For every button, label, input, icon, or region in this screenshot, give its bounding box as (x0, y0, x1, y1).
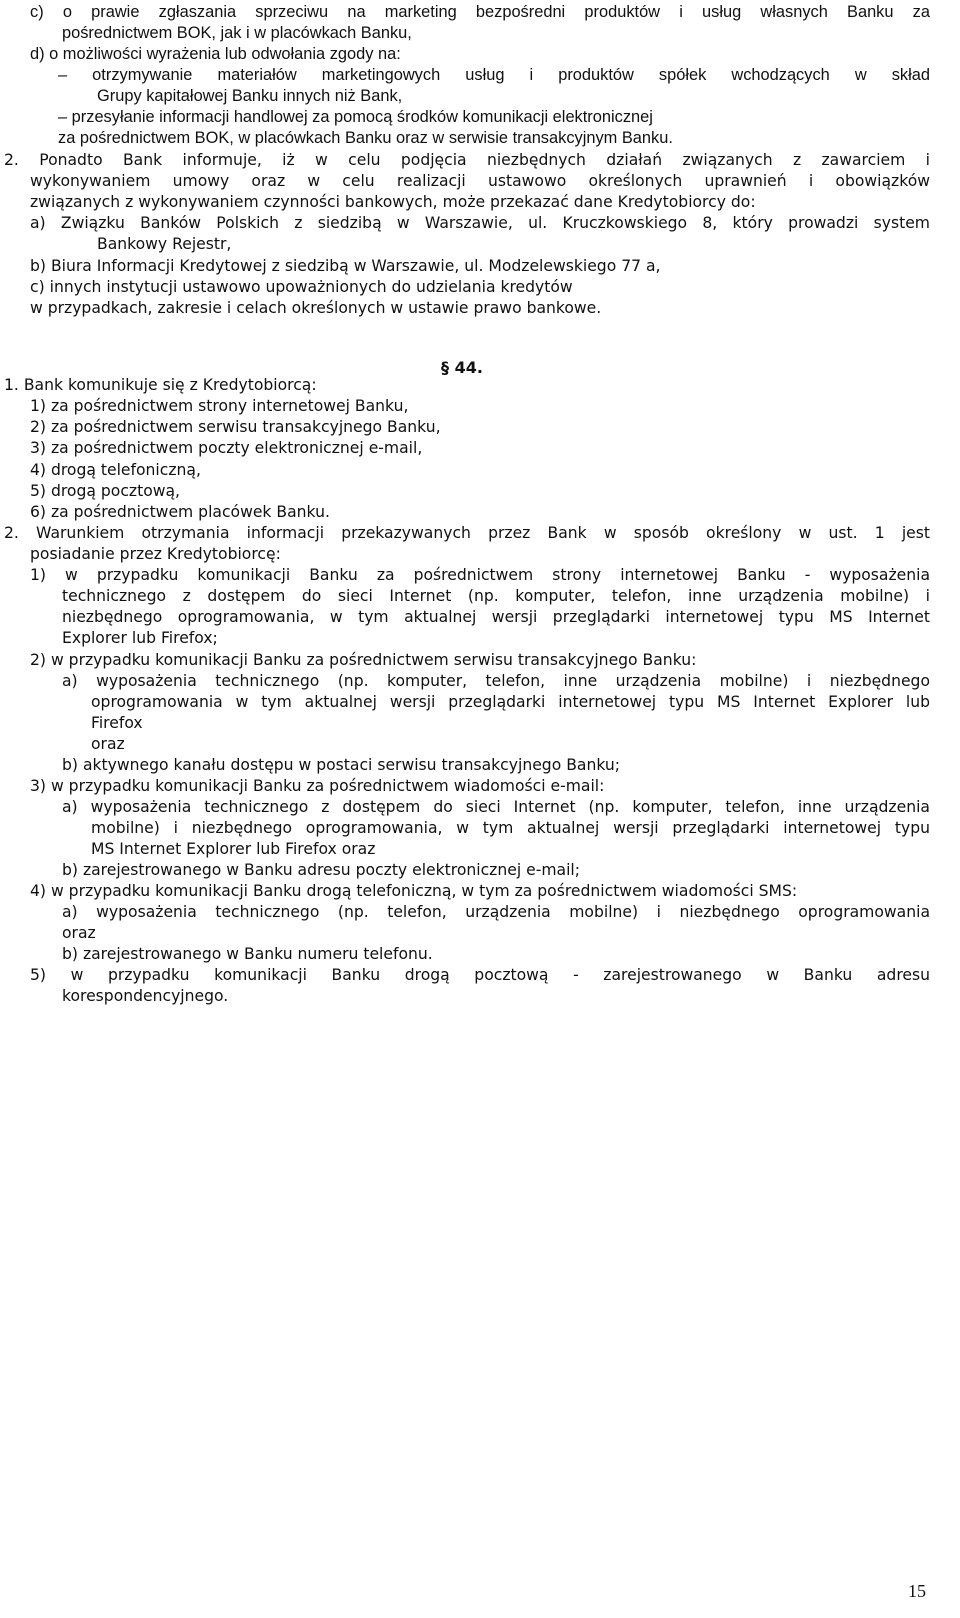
channel-3: 3) za pośrednictwem poczty elektronicznej e-mail, (30, 439, 423, 457)
channel-4: 4) drogą telefoniczną, (30, 461, 201, 479)
s44-point-2-line-1: 2. Warunkiem otrzymania informacji przekazywanych przez Bank w sposób określony w ust. 1 jest (4, 524, 930, 542)
section-heading: § 44. (441, 358, 483, 377)
recipient-b: b) Biura Informacji Kredytowej z siedzibą w Warszawie, ul. Modzelewskiego 77 a, (30, 257, 661, 275)
dash-item-1-line-2: Grupy kapitałowej Banku innych niż Bank, (97, 87, 403, 105)
point-2-line-3: związanych z wykonywaniem czynności bankowych, może przekazać dane Kredytobiorcy do: (30, 193, 756, 211)
req-2a-line-2: oprogramowania w tym aktualnej wersji przeglądarki internetowej typu MS Internet Explorer lub (91, 693, 930, 711)
clause-c-line-2: pośrednictwem BOK, jak i w placówkach Banku, (62, 24, 412, 42)
req-3a-line-3: MS Internet Explorer lub Firefox oraz (91, 840, 376, 858)
req-2b: b) aktywnego kanału dostępu w postaci serwisu transakcyjnego Banku; (62, 756, 621, 774)
dash-item-1-line-1: – otrzymywanie materiałów marketingowych usług i produktów spółek wchodzących w skład (58, 66, 930, 84)
req-2-line-1: 2) w przypadku komunikacji Banku za pośrednictwem serwisu transakcyjnego Banku: (30, 651, 697, 669)
point-2-line-1: 2. Ponadto Bank informuje, iż w celu podjęcia niezbędnych działań związanych z zawarciem i (4, 151, 930, 169)
req-2a-line-1: a) wyposażenia technicznego (np. komputer, telefon, inne urządzenia mobilne) i niezbędnego (62, 672, 930, 690)
recipient-a-line-2: Bankowy Rejestr, (97, 235, 232, 253)
dash-item-2-line-1: – przesyłanie informacji handlowej za pomocą środków komunikacji elektronicznej (58, 108, 653, 126)
clause-c-line-1: c) o prawie zgłaszania sprzeciwu na marketing bezpośredni produktów i usług własnych Banku za (30, 3, 930, 21)
req-4b: b) zarejestrowanego w Banku numeru telefonu. (62, 945, 433, 963)
req-3a-line-2: mobilne) i niezbędnego oprogramowania, w tym aktualnej wersji przeglądarki internetowej typu (91, 819, 930, 837)
req-3-line-1: 3) w przypadku komunikacji Banku za pośrednictwem wiadomości e-mail: (30, 777, 605, 795)
page-number: 15 (908, 1581, 926, 1601)
req-1-line-3: niezbędnego oprogramowania, w tym aktualnej wersji przeglądarki internetowej typu MS Internet (62, 608, 930, 626)
req-1-line-2: technicznego z dostępem do sieci Internet (np. komputer, telefon, inne urządzenia mobilne) i (62, 587, 930, 605)
req-5-line-1: 5) w przypadku komunikacji Banku drogą pocztową - zarejestrowanego w Banku adresu (30, 966, 930, 984)
recipient-a-line-1: a) Związku Banków Polskich z siedzibą w Warszawie, ul. Kruczkowskiego 8, który prowadzi system (30, 214, 930, 232)
channel-2: 2) za pośrednictwem serwisu transakcyjnego Banku, (30, 418, 441, 436)
s44-point-1: 1. Bank komunikuje się z Kredytobiorcą: (4, 376, 317, 394)
dash-item-2-line-2: za pośrednictwem BOK, w placówkach Banku oraz w serwisie transakcyjnym Banku. (58, 129, 673, 147)
channel-5: 5) drogą pocztową, (30, 482, 180, 500)
s44-point-2-line-2: posiadanie przez Kredytobiorcę: (30, 545, 281, 563)
req-5-line-2: korespondencyjnego. (62, 987, 229, 1005)
req-2a-line-4: oraz (91, 735, 125, 753)
req-4a-line-1: a) wyposażenia technicznego (np. telefon, urządzenia mobilne) i niezbędnego oprogramowania (62, 903, 930, 921)
req-1-line-1: 1) w przypadku komunikacji Banku za pośrednictwem strony internetowej Banku - wyposażenia (30, 566, 930, 584)
channel-1: 1) za pośrednictwem strony internetowej Banku, (30, 397, 409, 415)
recipient-c: c) innych instytucji ustawowo upoważnionych do udzielania kredytów (30, 278, 573, 296)
recipients-closing: w przypadkach, zakresie i celach określonych w ustawie prawo bankowe. (30, 299, 602, 317)
clause-d-line-1: d) o możliwości wyrażenia lub odwołania zgody na: (30, 45, 401, 63)
req-1-line-4: Explorer lub Firefox; (62, 629, 218, 647)
req-3a-line-1: a) wyposażenia technicznego z dostępem do sieci Internet (np. komputer, telefon, inne urządzenia (62, 798, 930, 816)
req-4-line-1: 4) w przypadku komunikacji Banku drogą telefoniczną, w tym za pośrednictwem wiadomości SMS: (30, 882, 798, 900)
point-2-line-2: wykonywaniem umowy oraz w celu realizacji ustawowo określonych uprawnień i obowiązków (30, 172, 930, 190)
channel-6: 6) za pośrednictwem placówek Banku. (30, 503, 330, 521)
req-4a-line-2: oraz (62, 924, 96, 942)
req-3b: b) zarejestrowanego w Banku adresu poczty elektronicznej e-mail; (62, 861, 581, 879)
req-2a-line-3: Firefox (91, 714, 143, 732)
